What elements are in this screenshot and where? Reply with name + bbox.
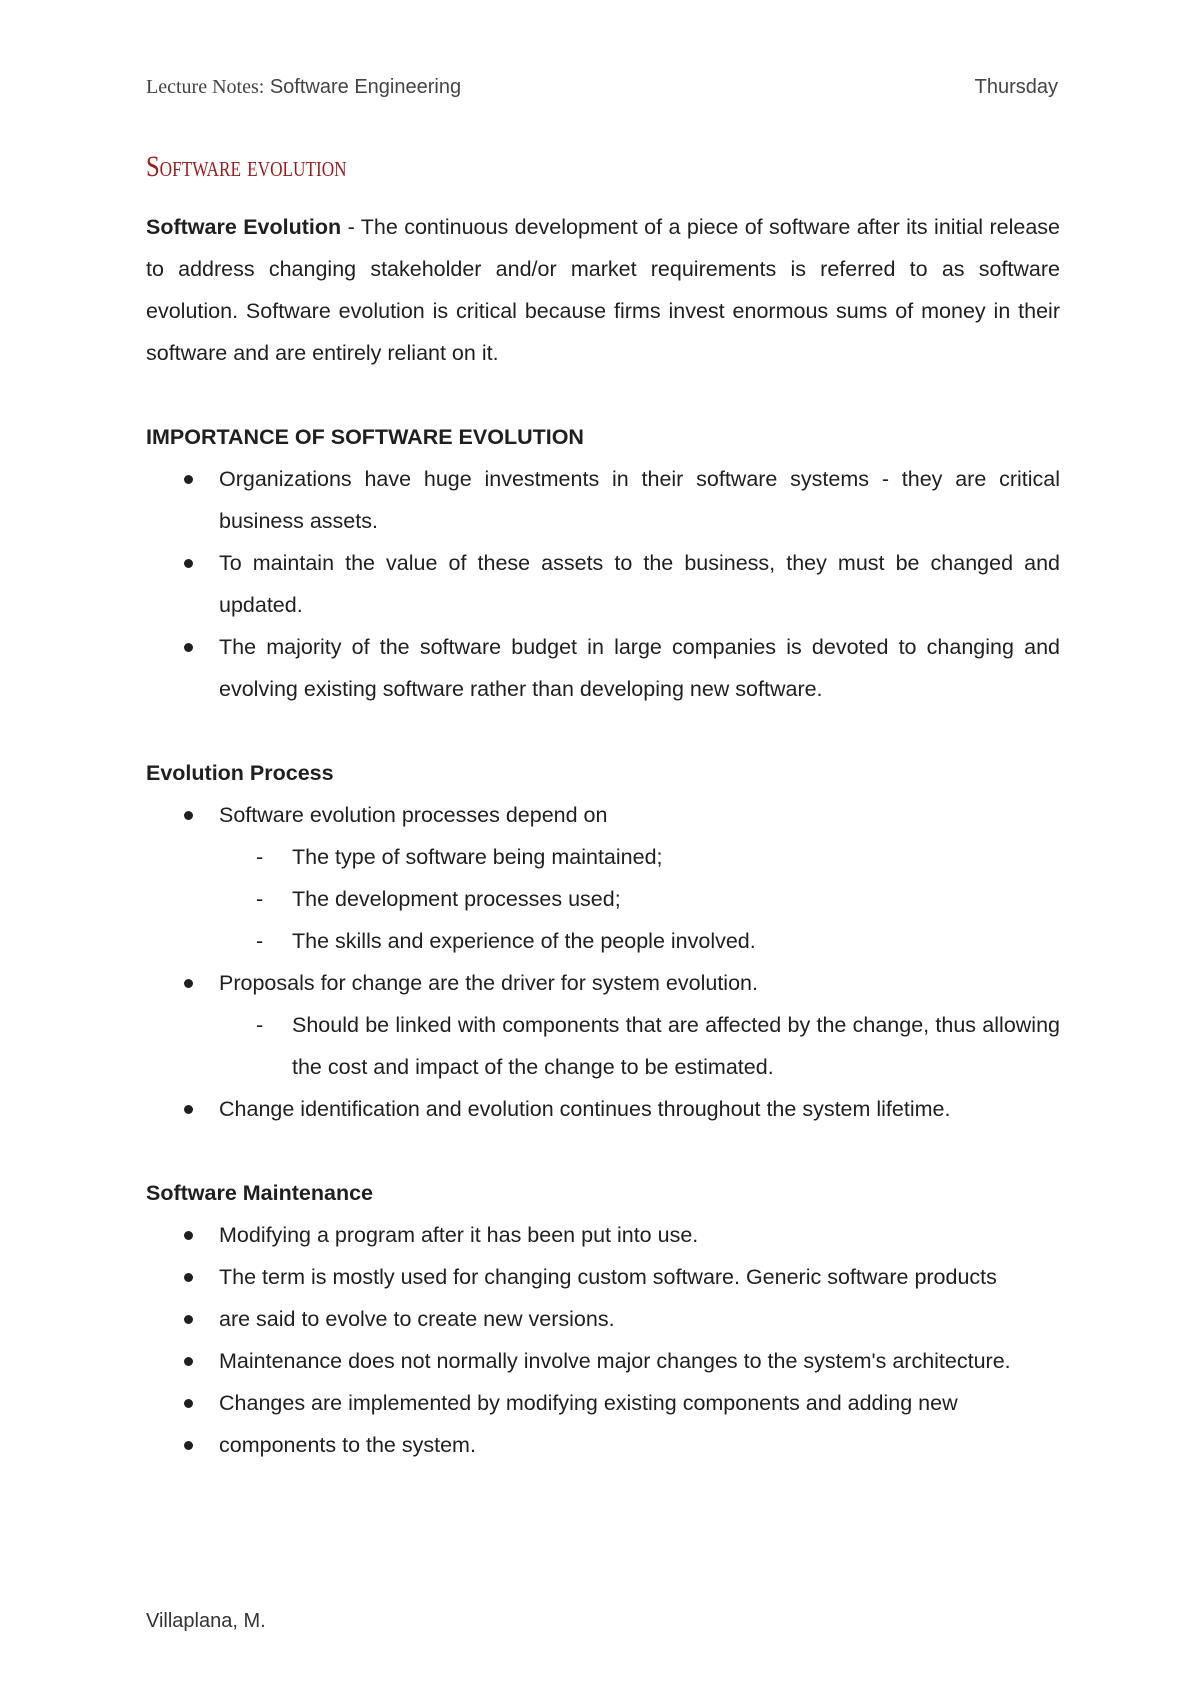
evolution-process-heading: Evolution Process [146, 761, 334, 785]
bullet-icon [184, 1399, 193, 1408]
maintenance-list [146, 1214, 1060, 1466]
sub-list-item-text: The type of software being maintained; [292, 845, 663, 869]
sub-list-item [146, 836, 1060, 878]
bullet-icon [184, 559, 193, 568]
section-spacer [146, 374, 1060, 416]
importance-heading: IMPORTANCE OF SOFTWARE EVOLUTION [146, 425, 584, 449]
list-item [146, 1340, 1060, 1382]
list-item-text: The term is mostly used for changing custom software. Generic software products [219, 1265, 997, 1289]
header-title-label: Lecture Notes: [146, 75, 265, 98]
header-title-subject: Software Engineering [269, 75, 462, 98]
bullet-icon [184, 811, 193, 820]
dash-marker: - [256, 929, 264, 953]
intro-definition: - The continuous development of a piece of software after its initial release to address changing stakeholder and/or market requirements is referred to as software evolution. Software evolution is critical because firms invest enormous sums of money in their software and are entirely reliant on it. [146, 215, 1060, 365]
list-item [146, 626, 1060, 710]
bullet-icon [184, 1441, 193, 1450]
list-item [146, 1256, 1060, 1298]
list-item [146, 962, 1060, 1088]
list-item [146, 458, 1060, 542]
header-day: Thursday [974, 75, 1058, 98]
list-item [146, 1088, 1060, 1130]
sub-list [146, 1004, 1060, 1088]
list-item-text: The majority of the software budget in large companies is devoted to changing and evolving existing software rather than developing new software. [219, 635, 1060, 701]
intro-paragraph [146, 206, 1060, 374]
list-item [146, 1382, 1060, 1424]
list-item [146, 1298, 1060, 1340]
sub-list-item [146, 1004, 1060, 1088]
importance-list [146, 458, 1060, 710]
list-item-text: To maintain the value of these assets to the business, they must be changed and updated. [219, 551, 1060, 617]
section-spacer [146, 710, 1060, 752]
document-body [146, 206, 1060, 1466]
dash-marker: - [256, 1013, 264, 1037]
bullet-icon [184, 1105, 193, 1114]
sub-list-item-text: Should be linked with components that are affected by the change, thus allowing the cost and impact of the change to be estimated. [292, 1013, 1060, 1079]
list-item [146, 1424, 1060, 1466]
list-item-text: Software evolution processes depend on [219, 803, 608, 827]
bullet-icon [184, 1357, 193, 1366]
sub-list-item [146, 878, 1060, 920]
bullet-icon [184, 1231, 193, 1240]
list-item [146, 794, 1060, 962]
bullet-icon [184, 643, 193, 652]
intro-term: Software Evolution [146, 215, 342, 239]
maintenance-heading: Software Maintenance [146, 1181, 373, 1205]
sub-list-item-text: The skills and experience of the people involved. [292, 929, 756, 953]
dash-marker: - [256, 887, 264, 911]
list-item [146, 1214, 1060, 1256]
list-item-text: components to the system. [219, 1433, 476, 1457]
page-header [146, 72, 1058, 102]
sub-list-item [146, 920, 1060, 962]
page-footer [146, 1610, 266, 1633]
document-title: Software evolution [146, 150, 347, 183]
sub-list-item-text: The development processes used; [292, 887, 621, 911]
bullet-icon [184, 1315, 193, 1324]
list-item-text: Organizations have huge investments in their software systems - they are critical business assets. [219, 467, 1060, 533]
bullet-icon [184, 979, 193, 988]
dash-marker: - [256, 845, 264, 869]
footer-author: Villaplana, M. [146, 1610, 266, 1632]
list-item [146, 542, 1060, 626]
list-item-text: Changes are implemented by modifying existing components and adding new [219, 1391, 958, 1415]
list-item-text: Maintenance does not normally involve major changes to the system's architecture. [219, 1349, 1011, 1373]
list-item-text: Change identification and evolution continues throughout the system lifetime. [219, 1097, 951, 1121]
list-item-text: are said to evolve to create new versions. [219, 1307, 615, 1331]
header-title [146, 76, 461, 99]
bullet-icon [184, 1273, 193, 1282]
list-item-text: Proposals for change are the driver for system evolution. [219, 971, 758, 995]
sub-list [146, 836, 1060, 962]
bullet-icon [184, 475, 193, 484]
list-item-text: Modifying a program after it has been put into use. [219, 1223, 699, 1247]
section-spacer [146, 1130, 1060, 1172]
evolution-process-list [146, 794, 1060, 1130]
